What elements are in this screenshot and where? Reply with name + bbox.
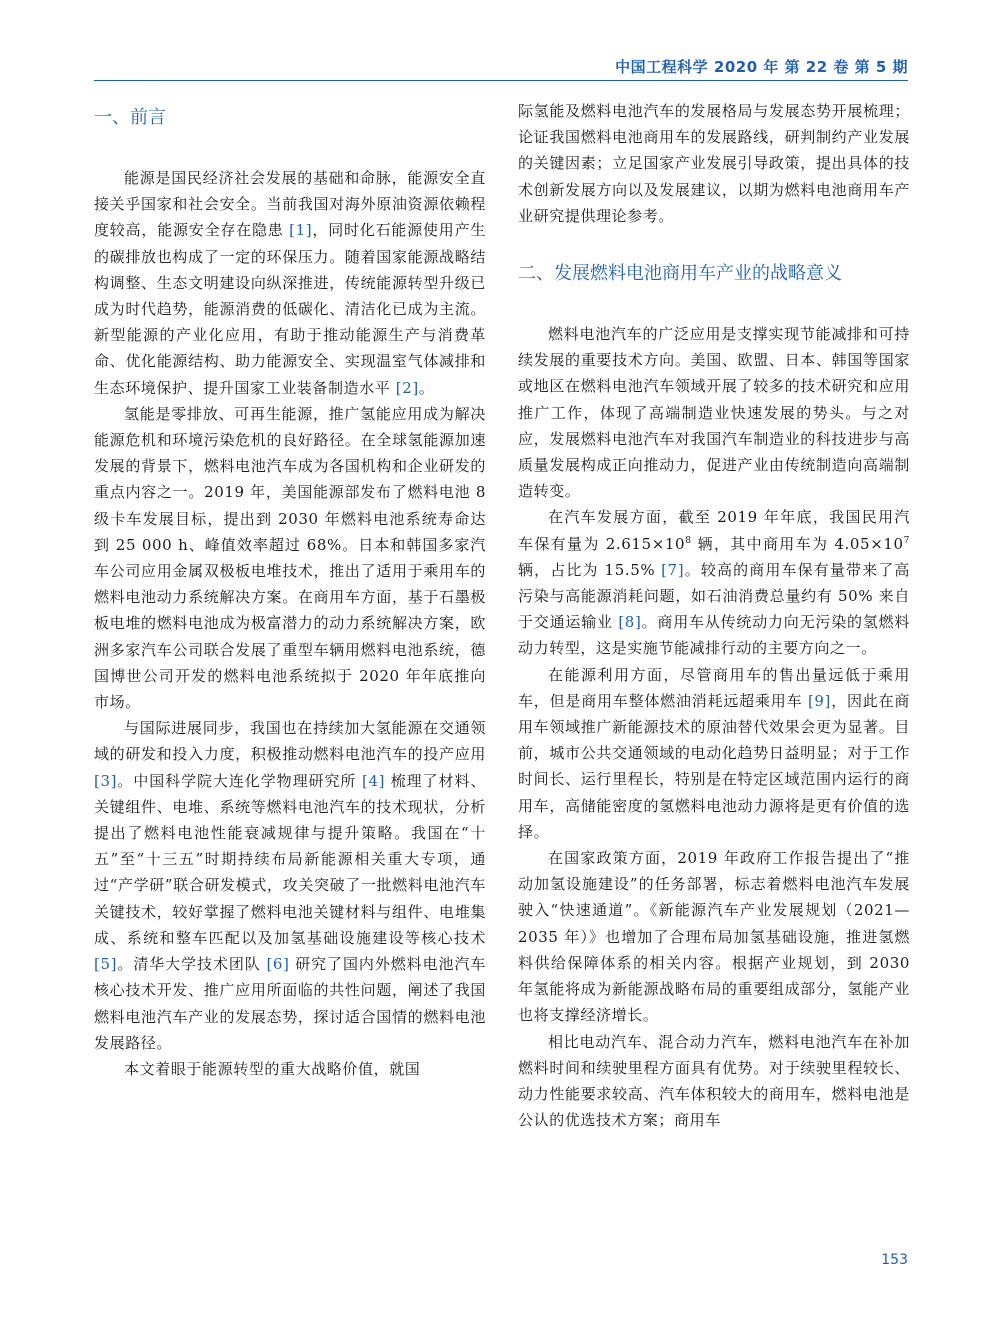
- header-rule: [94, 80, 908, 81]
- spacer: [518, 229, 910, 254]
- text-run: 辆，占比为 15.5%: [518, 560, 662, 579]
- section-heading-introduction: 一、前言: [94, 107, 166, 128]
- text-run: 燃料电池汽车的广泛应用是支撑实现节能减排和可持续发展的重要技术方向。美国、欧盟、日本、韩国等国家或地区在燃料电池汽车领域开展了较多的技术研究和应用推广工作，体现了高端制造业快速发展的势头。与之对应，发展燃料电池汽车对我国汽车制造业的科技进步与高质量发展构成正向推动力，促进产业由传统制造向高端制造转变。: [518, 325, 910, 501]
- citation-ref[interactable]: [7]: [661, 560, 685, 579]
- superscript-exponent: 7: [903, 535, 910, 546]
- right-column: [518, 98, 910, 1133]
- text-run: 梳理了材料、关键组件、电堆、系统等燃料电池汽车的技术现状，分析提出了燃料电池性能衰减规律与提升策略。我国在“十五”至“十三五”时期持续布局新能源相关重大专项，通过“产学研”联合研发模式，攻关突破了一批燃料电池汽车关键技术，较好掌握了燃料电池关键材料与组件、电堆集成、系统和整车匹配以及加氢基础设施建设等核心技术: [94, 771, 486, 947]
- paragraph: [518, 321, 910, 504]
- text-run: 。清华大学技术团队: [117, 955, 267, 974]
- text-run: 辆，其中商用车为 4.05×10: [691, 534, 904, 553]
- paragraph: [94, 1056, 486, 1082]
- paragraph: [94, 401, 486, 715]
- text-run: 在能源利用方面，尽管商用车的售出量远低于乘用车，但是商用车整体燃油消耗远超乘用车: [518, 665, 910, 710]
- text-run: 。商用车从传统动力向无污染的氢燃料动力转型，这是实施节能减排行动的主要方向之一。: [518, 613, 910, 658]
- superscript-exponent: 8: [685, 535, 692, 546]
- paragraph: [518, 504, 910, 661]
- text-run: 在国家政策方面，2019 年政府工作报告提出了“推动加氢设施建设”的任务部署，标志着燃料电池汽车发展驶入“快速通道”。《新能源汽车产业发展规划（2021—2035 年）》也增加了合理布局加氢基础设施，推进氢燃料供给保障体系的相关内容。根据产业规划，到 2030 年氢能将成为新能源战略布局的重要组成部分，氢能产业也将支撑经济增长。: [518, 849, 910, 1025]
- citation-ref[interactable]: [6]: [266, 955, 290, 974]
- citation-ref[interactable]: [9]: [807, 691, 831, 710]
- text-run: 在汽车发展方面，截至 2019 年年底，我国民用汽车保有量为 2.615×10: [518, 508, 910, 553]
- text-run: 。中国科学院大连化学物理研究所: [117, 771, 362, 790]
- journal-header: 中国工程科学 2020 年 第 22 卷 第 5 期: [615, 58, 908, 76]
- citation-ref[interactable]: [4]: [362, 771, 386, 790]
- text-run: 氢能是零排放、可再生能源，推广氢能应用成为解决能源危机和环境污染危机的良好路径。在全球氢能源加速发展的背景下，燃料电池汽车成为各国机构和企业研发的重点内容之一。2019 年，美国能源部发布了燃料电池 8 级卡车发展目标，提出到 2030 年燃料电池系统寿命达到 25 000 h、峰值效率超过 68%。日本和韩国多家汽车公司应用金属双极板电堆技术，推出了适用于乘用车的燃料电池动力系统解决方案。在商用车方面，基于石墨极板电堆的燃料电池成为极富潜力的动力系统解决方案，欧洲多家汽车公司联合发展了重型车辆用燃料电池系统，德国博世公司开发的燃料电池系统拟于 2020 年年底推向市场。: [94, 404, 486, 712]
- paragraph: [518, 662, 910, 845]
- spacer: [94, 138, 486, 165]
- text-run: 相比电动汽车、混合动力汽车，燃料电池汽车在补加燃料时间和续驶里程方面具有优势。对于续驶里程较长、动力性能要求较高、汽车体积较大的商用车，燃料电池是公认的优选技术方案；商用车: [518, 1032, 910, 1130]
- paragraph: [94, 715, 486, 1056]
- paragraph: [518, 1029, 910, 1134]
- section-heading-strategic-significance: 二、发展燃料电池商用车产业的战略意义: [518, 263, 842, 285]
- spacer: [518, 294, 910, 321]
- text-run: 能源是国民经济社会发展的基础和命脉，能源安全直接关乎国家和社会安全。当前我国对海外原油资源依赖程度较高，能源安全存在隐患: [94, 169, 486, 240]
- citation-ref[interactable]: [5]: [94, 955, 118, 974]
- text-run: 研究了国内外燃料电池汽车核心技术开发、推广应用所面临的共性问题，阐述了我国燃料电池汽车产业的发展态势，探讨适合国情的燃料电池发展路径。: [94, 955, 486, 1052]
- text-run: 与国际进展同步，我国也在持续加大氢能源在交通领域的研发和投入力度，积极推动燃料电池汽车的投产应用: [94, 719, 486, 764]
- page-number: 153: [881, 1252, 908, 1268]
- text-run: ，同时化石能源使用产生的碳排放也构成了一定的环保压力。随着国家能源战略结构调整、生态文明建设向纵深推进，传统能源转型升级已成为时代趋势，能源消费的低碳化、清洁化已成为主流。新型能源的产业化应用，有助于推动能源生产与消费革命、优化能源结构、助力能源安全、实现温室气体减排和生态环境保护、提升国家工业装备制造水平: [94, 221, 486, 397]
- paragraph: [94, 165, 486, 401]
- left-column: [94, 98, 486, 1082]
- text-run: 本文着眼于能源转型的重大战略价值，就国: [124, 1059, 421, 1078]
- citation-ref[interactable]: [8]: [618, 613, 642, 632]
- paragraph-continuation: [518, 98, 910, 229]
- text-run: ，因此在商用车领域推广新能源技术的原油替代效果会更为显著。目前，城市公共交通领域的电动化趋势日益明显；对于工作时间长、运行里程长，特别是在特定区域范围内运行的商用车，高储能密度的氢燃料电池动力源将是更有价值的选择。: [518, 691, 910, 841]
- text-run: 。: [418, 378, 435, 397]
- citation-ref[interactable]: [1]: [289, 221, 313, 240]
- citation-ref[interactable]: [2]: [395, 378, 419, 397]
- paragraph: [518, 845, 910, 1028]
- citation-ref[interactable]: [3]: [94, 771, 118, 790]
- text-run: 。较高的商用车保有量带来了高污染与高能源消耗问题，如石油消费总量约有 50% 来自于交通运输业: [518, 560, 911, 632]
- text-run: 际氢能及燃料电池汽车的发展格局与发展态势开展梳理；论证我国燃料电池商用车的发展路线，研判制约产业发展的关键因素；立足国家产业发展引导政策，提出具体的技术创新发展方向以及发展建议，以期为燃料电池商用车产业研究提供理论参考。: [518, 102, 910, 225]
